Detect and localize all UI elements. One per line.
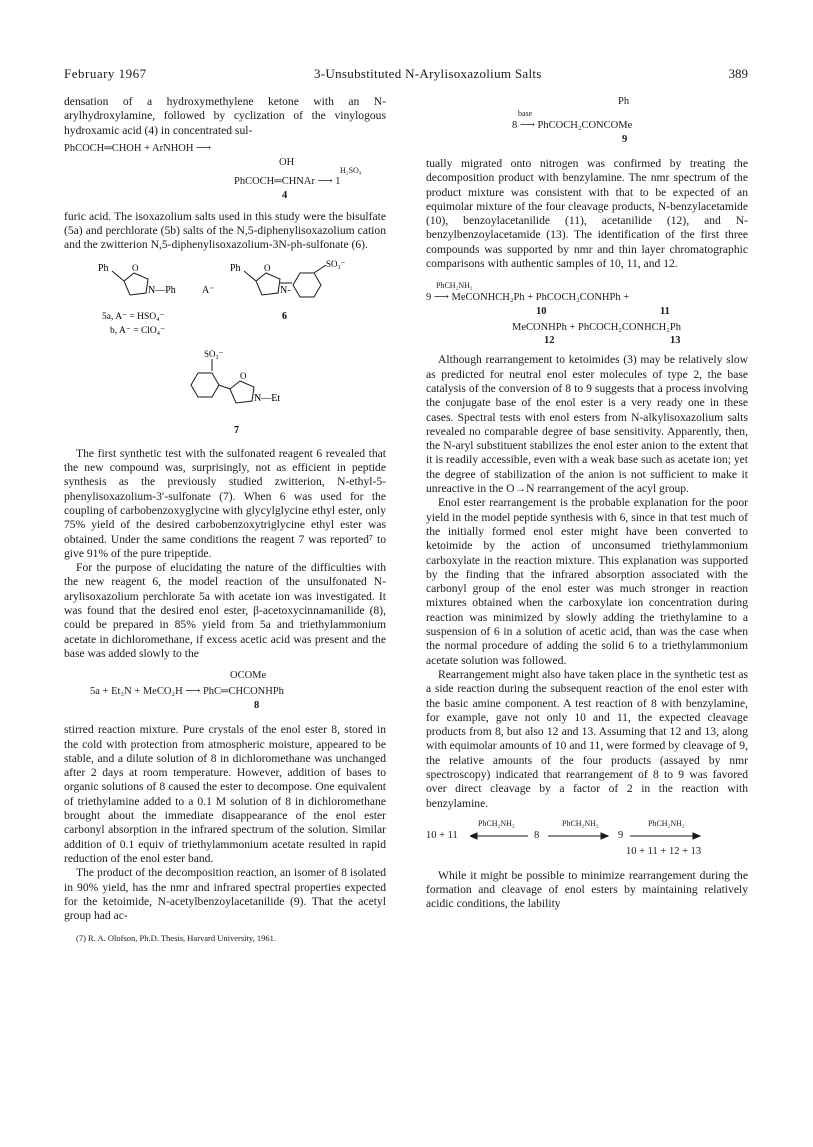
eq5-reagent-1: PhCH₂NH₂: [478, 818, 515, 828]
eq4-reagent: PhCH₂NH₂: [436, 281, 473, 291]
footnote: (7) R. A. Olofson, Ph.D. Thesis, Harvard University, 1961.: [76, 933, 276, 944]
eq5-9: 9: [618, 829, 624, 841]
s7-n: N—Et: [254, 392, 281, 404]
eq3-line: 8 ⟶ PhCOCH₂CONCOMe: [512, 120, 633, 131]
paragraph: Although rearrangement to ketoimides (3) may be relatively slow as predicted for neutral enol ester molecules of type 2, the base catalysis of the conversion of 8 to 9 suggests that a process involving the conjugate base of the enol ester is a very ready one in these cases. Spectral tests with enol esters from N-alkylisoxazolium salts revealed no comparable degree of base sensitivity. Apparently, then, the N-aryl substituent stabilizes the enol ester anion to the extent that it is readily accessible, even with a weak base such as acetate ion; yet the degree of stabilization of the anion is not sufficient to make it unreactive in the O→N rearrangement of the acyl group.: [426, 353, 748, 496]
equation-1: [64, 142, 386, 204]
s6-ph: Ph: [230, 262, 241, 274]
eq4-line1: 9 ⟶ MeCONHCH₂Ph + PhCOCH₂CONHPh +: [426, 292, 630, 304]
equation-4: [426, 279, 748, 347]
paragraph: The product of the decomposition reaction, an isomer of 8 isolated in 90% yield, has the nmr and infrared spectral properties expected for the ketoimide, N-acetylbenzoylacetanilide (9). That the acetyl group had ac-: [64, 866, 386, 923]
eq2-number: 8: [254, 700, 260, 712]
paragraph: densation of a hydroxymethylene ketone with an N-arylhydroxylamine, followed by cyclization of the vinylogous hydroxamic acid (4) in concentrated sul-: [64, 95, 386, 137]
s7-so3: SO₃⁻: [204, 348, 224, 359]
equation-5: [426, 817, 748, 861]
eq2-line: 5a + Et₃N + MeCO₂H ⟶ PhC═CHCONHPh: [90, 686, 284, 698]
structures-5-6: [64, 259, 386, 349]
paragraph: For the purpose of elucidating the nature of the difficulties with the new reagent 6, the model reaction of the unsulfonated N-arylisoxazolium perchlorate 5a with acetate ion was investigated. It was found that the desired enol ester, β-acetoxycinnamanilide (8), could be prepared in 85% yield from 5a and triethylammonium acetate in dichloromethane, if excess acetic acid was present and the base was added slowly to the: [64, 561, 386, 660]
page-number: 389: [728, 66, 748, 81]
paragraph: Enol ester rearrangement is the probable explanation for the poor yield in the model peptide synthesis with 6, since in that test much of the initially formed enol ester might have been converted to ketoimide by the action of unconsumed triethylammonium carboxylate in the reaction mixture. This explanation was supported by the finding that the infrared absorption associated with the carbonyl group of the enol ester was much stronger in reaction mixtures obtained when the carboxylate ion concentration during reaction was minimized by slowly adding the triethylamine to a suspension of 6 in a solution of acetic acid, than was the case when the normal procedure of adding the solid 6 to a triethylammonium acetate solution was followed.: [426, 496, 748, 667]
s6-number: 6: [282, 310, 287, 322]
eq4-n12: 12: [544, 335, 555, 347]
s6-n: N-: [280, 284, 291, 296]
left-column: [64, 95, 386, 946]
header-date: February 1967: [64, 66, 147, 81]
s7-o: O: [240, 370, 247, 381]
eq5-reagent-3: PhCH₂NH₂: [648, 818, 685, 828]
paragraph: tually migrated onto nitrogen was confirmed by treating the decomposition product with benzylamine. The nmr spectrum of the product mixture was consistent with that to be expected of an equimolar mixture of the four cleavage products, N-benzylacetamide (10), benzoylacetanilide (11), acetanilide (12), and N-benzylbenzoylacetamide (13). The identification of the first three compounds was supported by nmr and thin layer chromatographic comparisons with authentic samples of 10, 11, and 12.: [426, 157, 748, 271]
paragraph: While it might be possible to minimize rearrangement during the formation and cleavage of enol esters by maintaining relatively acidic conditions, the lability: [426, 868, 748, 911]
s5-o: O: [132, 262, 139, 273]
s6-so3: SO₃⁻: [326, 258, 346, 269]
eq4-n10: 10: [536, 306, 547, 318]
isoxazolium-structures: [64, 259, 386, 349]
eq1-number: 4: [282, 189, 288, 201]
s5-anion: A⁻: [202, 284, 215, 296]
s5-ph: Ph: [98, 262, 109, 274]
s5b-label: b, A⁻ = ClO₄⁻: [110, 325, 166, 336]
equation-2: [64, 669, 386, 719]
eq5-left: 10 + 11: [426, 829, 458, 841]
paragraph: The first synthetic test with the sulfonated reagent 6 revealed that the new compound was, surprisingly, not as efficient in peptide synthesis as the previously studied zwitterion, N-ethyl-5-phenylisoxazolium-3′-sulfonate (7). When 6 was used for the coupling of carbobenzoxyglycine with glycylglycine ethyl ester, only 75% yield of the desired carbobenzoxytriglycine ethyl ester was obtained. Under the same conditions the reagent 7 was reported⁷ to give 91% of the pure tripeptide.: [64, 446, 386, 560]
eq4-line2: MeCONHPh + PhCOCH₂CONHCH₂Ph: [512, 322, 682, 334]
eq1-line1: PhCOCH═CHOH + ArNHOH ⟶: [64, 142, 212, 154]
s5a-label: 5a, A⁻ = HSO₄⁻: [102, 311, 165, 322]
eq4-n13: 13: [670, 335, 681, 347]
structure-7: [64, 349, 386, 445]
eq1-line2: PhCOCH═CHNAr ⟶ 1: [234, 175, 341, 187]
s5-n: N—Ph: [148, 284, 176, 296]
paragraph: furic acid. The isoxazolium salts used in this study were the bisulfate (5a) and perchlorate (5b) salts of the N,5-diphenylisoxazolium cation and the zwitterion N,5-diphenylisoxazolium-3N-ph-sulfonate (6).: [64, 209, 386, 252]
eq5-arrows: [470, 829, 750, 843]
structure-7-drawing: [64, 349, 386, 445]
right-column: [426, 95, 748, 912]
running-header: [64, 66, 748, 84]
paragraph: Rearrangement might also have taken place in the synthetic test as a side reaction during the subsequent reaction of the enol ester with the basic amine component. A test reaction of 8 with benzylamine, for example, gave not only 10 and 11, the expected cleavage products from 8, but also 12 and 13. Assuming that 12 and 13, along with equimolar amounts of 10 and 11, were formed by cleavage of 9, the relative amounts of the four products (assayed by nmr spectroscopy) indicated that rearrangement of 8 to 9 was favored over direct cleavage by a factor of 2 in the reaction with benzylamine.: [426, 667, 748, 810]
eq5-products: 10 + 11 + 12 + 13: [626, 845, 702, 857]
s7-number: 7: [234, 424, 239, 436]
paragraph: stirred reaction mixture. Pure crystals of the enol ester 8, stored in the cold with protection from atmospheric moisture, appeared to be stable, and a dilute solution of 8 in dichloromethane was unchanged after 2 days at room temperature. However, addition of bases to organic solutions of 8 caused the ester to decompose. One equivalent of triethylamine added to a 0.1 M solution of 8 in dichloromethane brought about the immediate disappearance of the enol ester carbonyl absorption in the infrared spectrum of the solution. Similar addition of 0.1 equiv of triethylammonium acetate resulted in rapid reduction of the enol ester band.: [64, 723, 386, 865]
eq2-ocome: OCOMe: [230, 670, 267, 682]
eq5-reagent-2: PhCH₂NH₂: [562, 818, 599, 828]
eq3-number: 9: [622, 134, 628, 145]
equation-3: [426, 95, 748, 147]
eq3-ph: Ph: [618, 96, 630, 107]
eq4-n11: 11: [660, 306, 670, 318]
eq3-base: base: [518, 109, 533, 118]
header-title: 3-Unsubstituted N-Arylisoxazolium Salts: [314, 66, 542, 81]
eq1-oh: OH: [279, 156, 295, 168]
eq5-8: 8: [534, 829, 540, 841]
s6-o: O: [264, 262, 271, 273]
eq1-reagent: H₂SO₄: [340, 165, 362, 175]
